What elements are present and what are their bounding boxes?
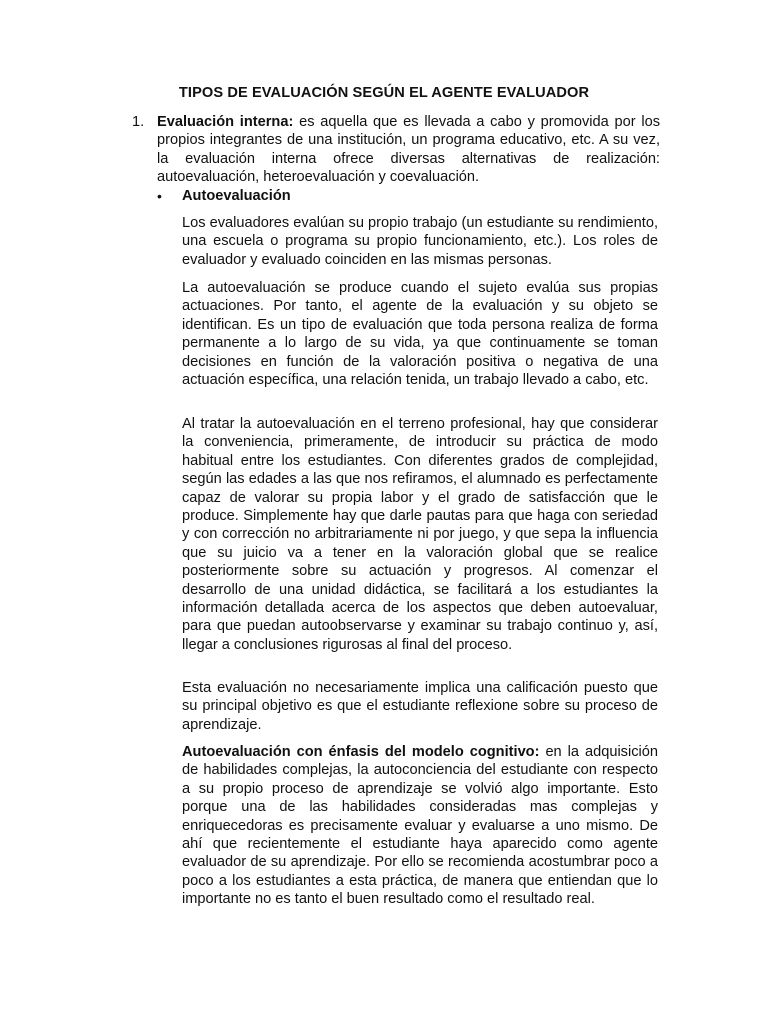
paragraph-3 — [182, 415, 658, 654]
item-1-term: Evaluación interna: — [157, 114, 294, 130]
paragraph-text: Los evaluadores evalúan su propio trabajo (un estudiante su rendimiento, una escuela o programa su propio funcionamiento, etc.). Los roles de evaluador y evaluado coinciden en las mismas personas. — [182, 215, 658, 268]
bullet-label: Autoevaluación — [182, 188, 291, 204]
document-title — [0, 84, 768, 102]
numbered-item-1 — [132, 113, 660, 187]
paragraph-text: Esta evaluación no necesariamente implica una calificación puesto que su principal objetivo es que el estudiante reflexione sobre su proceso de aprendizaje. — [182, 680, 658, 733]
paragraph-cognitive — [182, 743, 658, 909]
paragraph-text — [182, 743, 658, 909]
item-1-text — [157, 113, 660, 187]
cognitive-definition: en la adquisición de habilidades complejas, la autoconciencia del estudiante con respecto a su propio proceso de aprendizaje se volvió algo importante. Esto porque una de las habilidades consideradas mas complejas y enriquecedoras es precisamente evaluar y evaluarse a uno mismo. De ahí que recientemente el estudiante haya aparecido como agente evaluador de su aprendizaje. Por ello se recomienda acostumbrar poco a poco a los estudiantes a esta práctica, de manera que entiendan que lo importante no es tanto el buen resultado como el resultado real. — [182, 744, 658, 908]
document-title-text: TIPOS DE EVALUACIÓN SEGÚN EL AGENTE EVALUADOR — [178, 85, 590, 101]
paragraph-2 — [182, 279, 658, 389]
bullet-icon: • — [157, 188, 162, 204]
paragraph-4 — [182, 679, 658, 734]
paragraph-1 — [182, 214, 658, 269]
paragraph-text: Al tratar la autoevaluación en el terreno profesional, hay que considerar la conveniencia, primeramente, de introducir su práctica de modo habitual entre los estudiantes. Con diferentes grados de complejidad, según las edades a las que nos refiramos, el alumnado es perfectamente capaz de valorar su propia labor y el grado de satisfacción que le produce. Simplemente hay que darle pautas para que haga con seriedad y con corrección no arbitrariamente ni por juego, y que sepa la influencia que su juicio va a tener en la valoración global que se realice posteriormente sobre su actuación y progresos. Al comenzar el desarrollo de una unidad didáctica, se facilitará a los estudiantes la información detallada acerca de los aspectos que deben autoevaluar, para que puedan autoobservarse y examinar su trabajo continuo y, así, llegar a conclusiones rigurosas al final del proceso. — [182, 416, 658, 653]
cognitive-term: Autoevaluación con énfasis del modelo cognitivo: — [182, 744, 540, 760]
item-number: 1. — [132, 114, 145, 130]
item-1-definition: es aquella que es llevada a cabo y promovida por los propios integrantes de una institución, un programa educativo, etc. A su vez, la evaluación interna ofrece diversas alternativas de realización: autoevaluación, heteroevaluación y coevaluación. — [157, 114, 660, 186]
paragraph-text: La autoevaluación se produce cuando el sujeto evalúa sus propias actuaciones. Por tanto, el agente de la evaluación y su objeto se identifican. Es un tipo de evaluación que toda persona realiza de forma permanente a lo largo de su vida, ya que continuamente se toman decisiones en función de la valoración positiva o negativa de una actuación específica, una relación tenida, un trabajo llevado a cabo, etc. — [182, 280, 658, 389]
